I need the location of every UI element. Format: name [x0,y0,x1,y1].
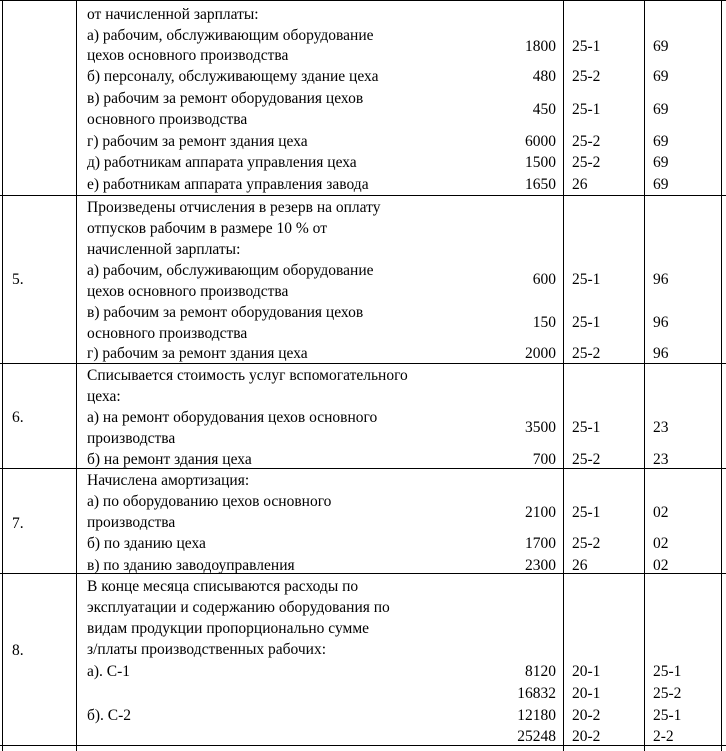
credit-account-cell: 69 [653,154,669,171]
operation-description: г) рабочим за ремонт здания цеха [87,345,308,362]
credit-account-cell: 69 [653,176,669,193]
column-divider-debit [644,0,645,751]
operation-description: эксплуатации и содержанию оборудования по [87,599,390,616]
amount-cell: 150 [532,314,556,331]
operation-description: в) рабочим за ремонт оборудования цехов [87,90,364,107]
operation-description: цеха: [87,388,121,405]
amount-cell: 2100 [525,504,556,521]
credit-account-cell: 2-2 [653,728,674,745]
debit-account-cell: 20-1 [572,685,601,702]
operation-description: в) рабочим за ремонт оборудования цехов [87,304,364,321]
row-separator [0,745,726,746]
debit-account-cell: 25-2 [572,154,601,171]
operation-description: производства [87,514,176,531]
debit-account-cell: 25-1 [572,504,601,521]
debit-account-cell: 20-2 [572,728,601,745]
credit-account-cell: 02 [653,557,669,574]
operation-description: а) рабочим, обслуживающим оборудование [87,27,374,44]
row-separator [0,0,726,1]
operation-description: В конце месяца списываются расходы по [87,578,359,595]
debit-account-cell: 25-2 [572,133,601,150]
debit-account-cell: 25-1 [572,419,601,436]
credit-account-cell: 96 [653,314,669,331]
credit-account-cell: 02 [653,535,669,552]
table-border-right [721,0,722,751]
row-number: 7. [12,515,24,532]
operation-description: а) на ремонт оборудования цехов основного [87,409,378,426]
operation-description: б) по зданию цеха [87,535,206,552]
amount-cell: 1800 [525,38,556,55]
debit-account-cell: 25-2 [572,451,601,468]
amount-cell: 2000 [525,345,556,362]
credit-account-cell: 25-1 [653,707,682,724]
amount-cell: 450 [532,101,556,118]
operation-description: от начисленной зарплаты: [87,6,259,23]
debit-account-cell: 26 [572,557,588,574]
operation-description: начисленной зарплаты: [87,241,241,258]
amount-cell: 3500 [525,419,556,436]
operation-description: Начислена амортизация: [87,472,250,489]
amount-cell: 16832 [517,685,556,702]
credit-account-cell: 25-2 [653,685,682,702]
credit-account-cell: 69 [653,68,669,85]
column-divider-amount [563,0,564,751]
table-border-left [2,0,3,751]
amount-cell: 2300 [525,557,556,574]
amount-cell: 25248 [517,728,556,745]
amount-cell: 1700 [525,535,556,552]
debit-account-cell: 25-2 [572,535,601,552]
debit-account-cell: 25-1 [572,314,601,331]
operation-description: е) работникам аппарата управления завода [87,176,369,193]
amount-cell: 12180 [517,707,556,724]
credit-account-cell: 02 [653,504,669,521]
operation-description: г) рабочим за ремонт здания цеха [87,133,308,150]
amount-cell: 6000 [525,133,556,150]
operation-description: д) работникам аппарата управления цеха [87,154,357,171]
credit-account-cell: 69 [653,101,669,118]
operation-description: отпусков рабочим в размере 10 % от [87,220,327,237]
operation-description: видам продукции пропорционально сумме [87,620,370,637]
credit-account-cell: 69 [653,38,669,55]
debit-account-cell: 20-2 [572,707,601,724]
amount-cell: 1500 [525,154,556,171]
operation-description: з/платы производственных рабочих: [87,641,327,658]
debit-account-cell: 25-2 [572,345,601,362]
debit-account-cell: 25-1 [572,271,601,288]
operation-description: б) персоналу, обслуживающему здание цеха [87,68,379,85]
amount-cell: 8120 [525,663,556,680]
debit-account-cell: 20-1 [572,663,601,680]
operation-description: цехов основного производства [87,283,289,300]
operation-description: а) по оборудованию цехов основного [87,493,332,510]
row-separator [0,195,726,196]
operation-description: основного производства [87,111,248,128]
operation-description: Произведены отчисления в резерв на оплату [87,199,381,216]
operation-description: а) рабочим, обслуживающим оборудование [87,262,374,279]
operation-description: цехов основного производства [87,47,289,64]
operation-description: Списывается стоимость услуг вспомогательного [87,367,408,384]
operation-description: а). С-1 [87,663,131,680]
credit-account-cell: 23 [653,451,669,468]
row-number: 8. [12,642,24,659]
operation-description: производства [87,430,176,447]
amount-cell: 1650 [525,176,556,193]
operation-description: в) по зданию заводоуправления [87,557,295,574]
row-number: 5. [12,271,24,288]
operation-description: основного производства [87,325,248,342]
credit-account-cell: 96 [653,271,669,288]
debit-account-cell: 25-1 [572,38,601,55]
column-divider-number [76,0,77,751]
operation-description: б) на ремонт здания цеха [87,451,252,468]
credit-account-cell: 25-1 [653,663,682,680]
credit-account-cell: 23 [653,419,669,436]
amount-cell: 700 [532,451,556,468]
debit-account-cell: 25-1 [572,101,601,118]
amount-cell: 480 [532,68,556,85]
credit-account-cell: 69 [653,133,669,150]
credit-account-cell: 96 [653,345,669,362]
debit-account-cell: 25-2 [572,68,601,85]
amount-cell: 600 [532,271,556,288]
debit-account-cell: 26 [572,176,588,193]
row-number: 6. [12,409,24,426]
operation-description: б). С-2 [87,707,132,724]
